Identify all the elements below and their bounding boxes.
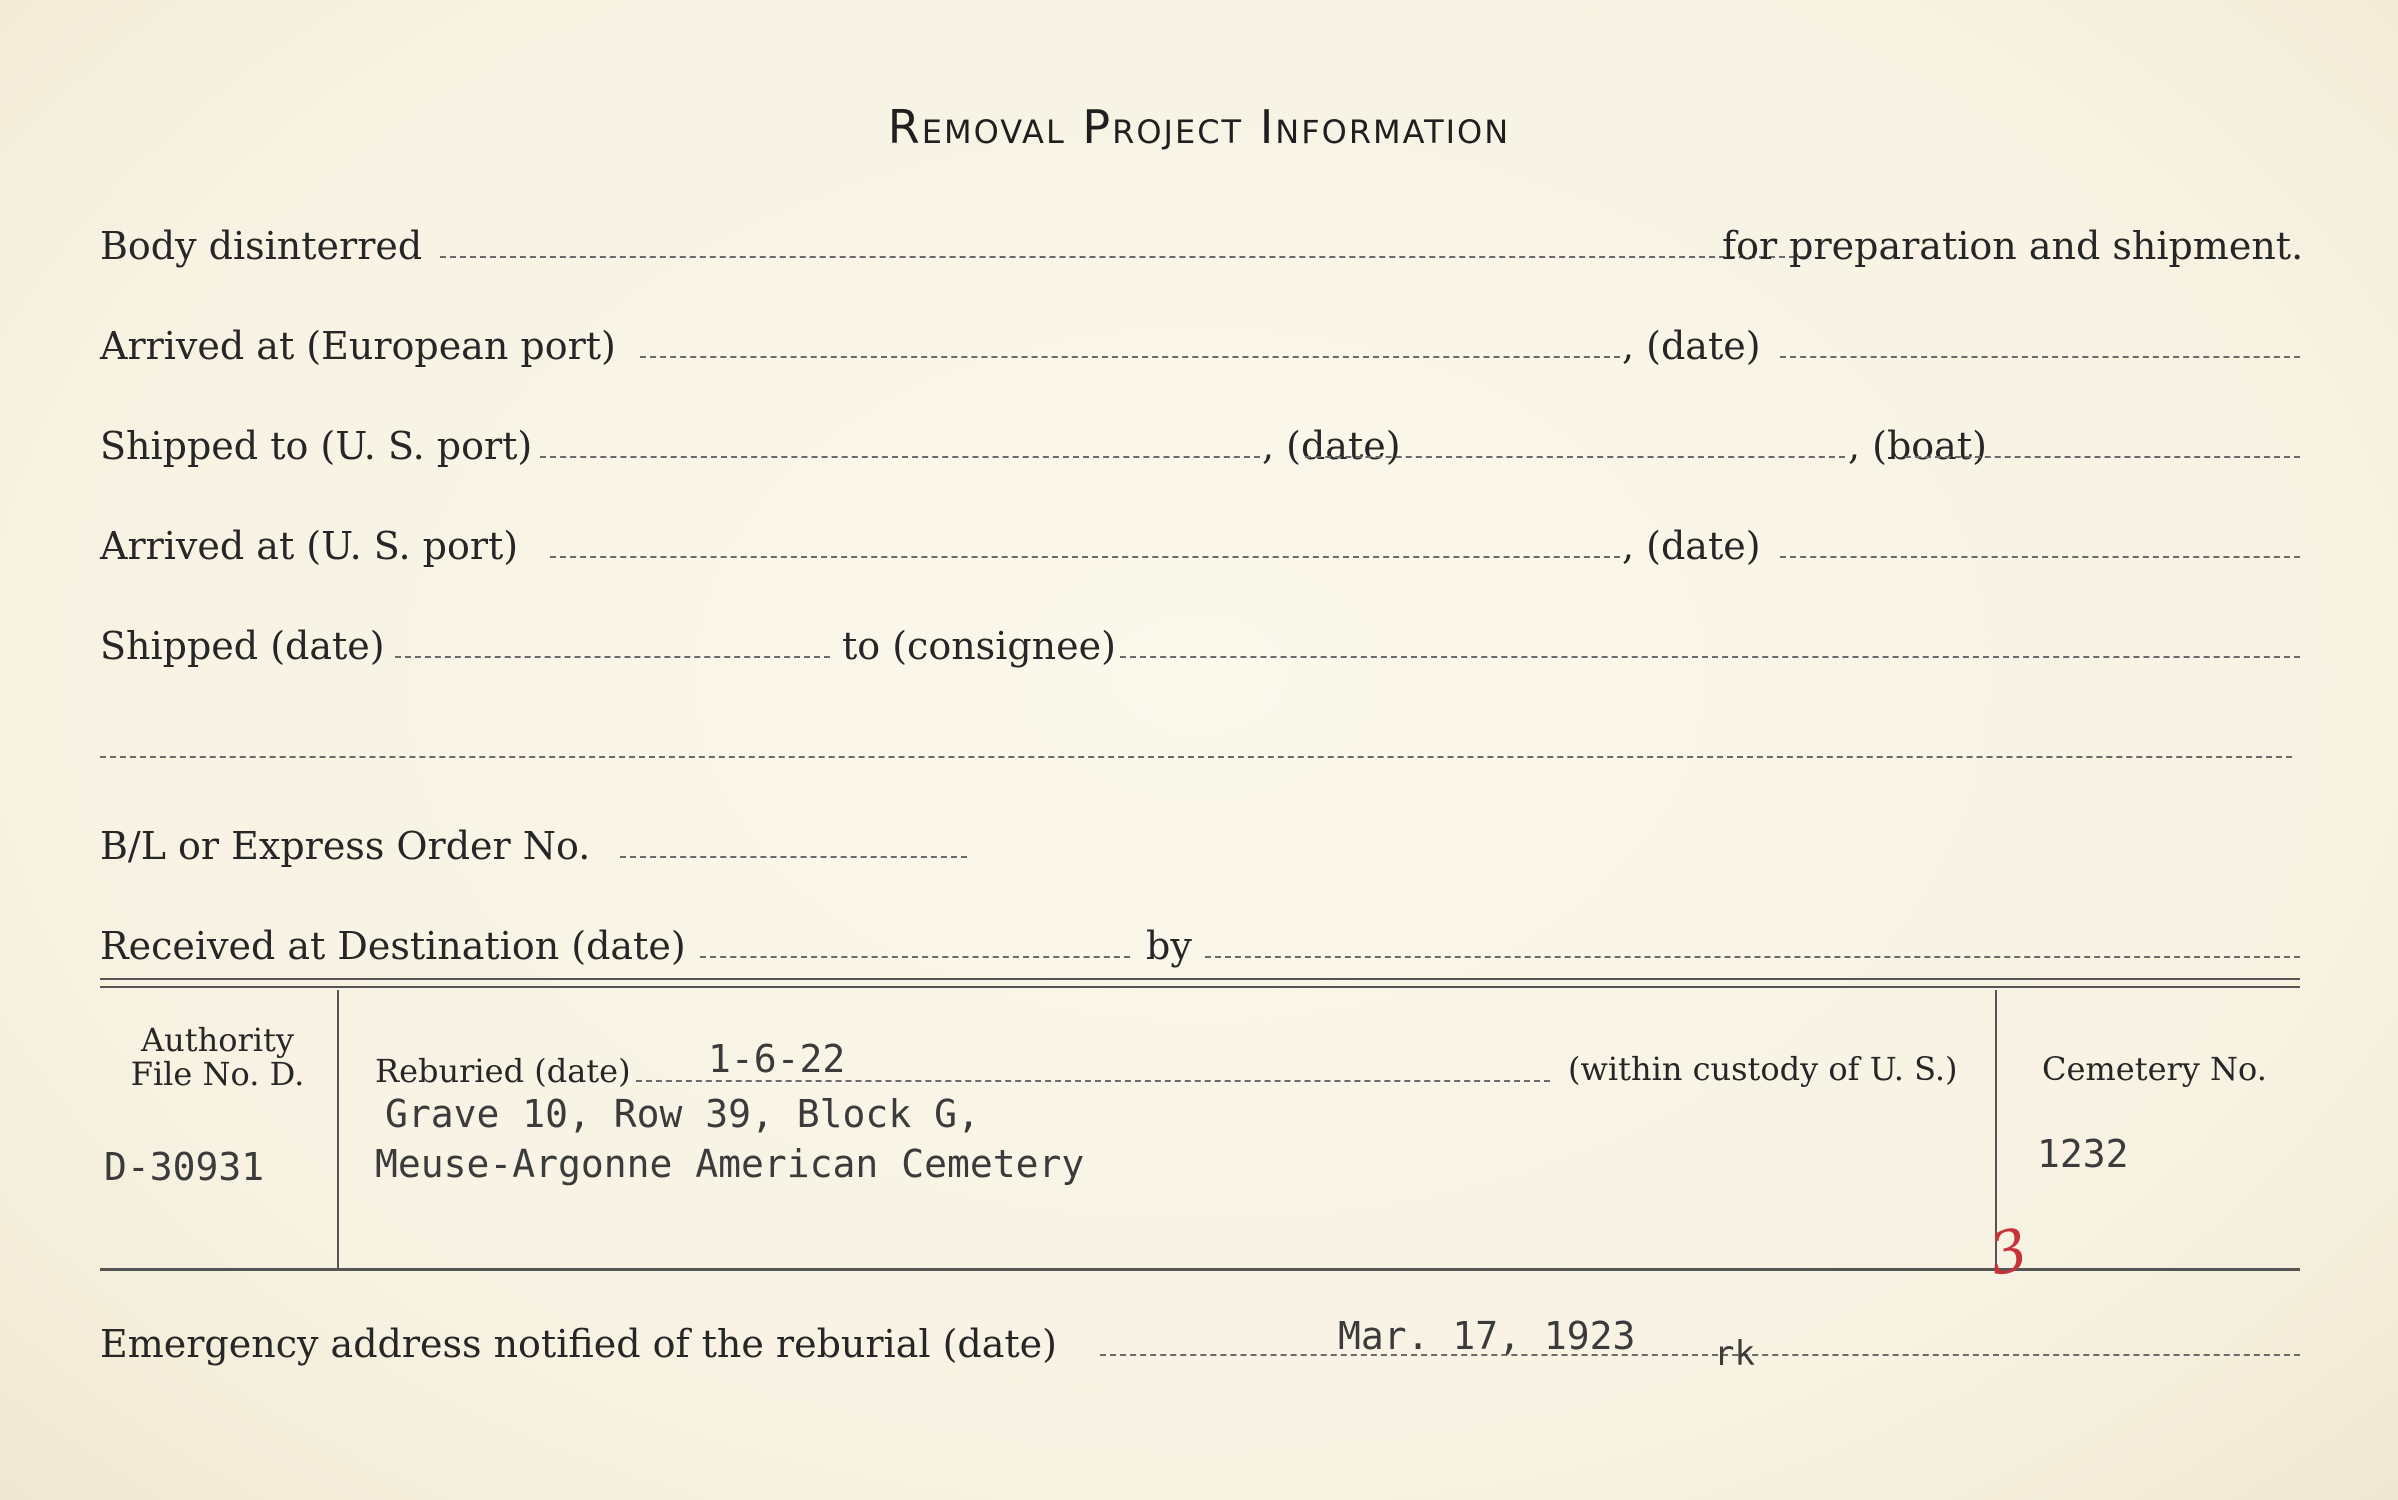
emergency-date-line [1100,1354,2300,1356]
shipped-date-line [1305,456,1845,458]
received-destination-label: Received at Destination (date) [100,924,686,968]
consignee-label: to (consignee) [842,624,1116,668]
body-disinterred-label: Body disinterred [100,224,423,268]
arrived-us-date-line [1780,556,2300,558]
emergency-initials: rk [1714,1334,1755,1374]
location-line-2: Meuse-Argonne American Cemetery [375,1142,1085,1186]
row-body-disinterred [100,216,2304,276]
file-no-value: D-30931 [104,1145,265,1189]
received-date-line [700,956,1130,958]
european-date-line [1780,356,2300,358]
shipped-us-port-label: Shipped to (U. S. port) [100,424,533,468]
emergency-address-label: Emergency address notified of the reburial (date) [100,1322,1057,1366]
box-bottom-rule [100,1268,2300,1271]
european-port-line [640,356,1620,358]
arrived-us-port-label: Arrived at (U. S. port) [100,524,519,568]
box-divider-left [337,990,339,1268]
boat-line [1905,456,2300,458]
authority-label: Authority [141,1021,294,1059]
box-top-rule [100,978,2300,980]
custody-label: (within custody of U. S.) [1568,1050,1958,1088]
red-handwritten-mark: 3 [1983,1214,2034,1290]
shipped-date-only-label: Shipped (date) [100,624,385,668]
location-line-1: Grave 10, Row 39, Block G, [385,1092,980,1136]
cemetery-no-value: 1232 [2037,1132,2129,1176]
consignee-line [1120,656,2300,658]
boat-label: , (boat) [1848,424,1987,468]
arrived-us-port-line [550,556,1620,558]
european-date-label: , (date) [1622,324,1761,368]
arrived-us-date-label: , (date) [1622,524,1761,568]
row-arrived-us-port [100,516,2300,576]
preparation-shipment-label: for preparation and shipment. [1722,224,2304,268]
row-arrived-european-port [100,316,2300,376]
emergency-date-value: Mar. 17, 1923 [1338,1314,1636,1358]
row-bl-express [100,816,2300,876]
bl-express-line [620,856,967,858]
reburied-label: Reburied (date) [375,1052,631,1090]
bl-express-label: B/L or Express Order No. [100,824,591,868]
shipped-date-label: , (date) [1262,424,1401,468]
continuation-line [100,756,2292,758]
by-label: by [1146,924,1192,968]
row-received-destination [100,916,2300,976]
shipped-us-port-line [540,456,1260,458]
box-top-rule-second [100,986,2300,988]
row-shipped-consignee [100,616,2300,676]
body-disinterred-line [440,256,1805,258]
row-continuation [100,716,2300,776]
arrived-european-port-label: Arrived at (European port) [100,324,616,368]
row-shipped-us-port [100,416,2300,476]
card-title: Removal Project Information [887,100,1511,154]
received-by-line [1205,956,2300,958]
cemetery-no-label: Cemetery No. [2042,1050,2267,1088]
row-emergency-address [100,1314,2300,1374]
shipped-date-only-line [395,656,830,658]
reburied-value: 1-6-22 [708,1037,846,1081]
file-no-label: File No. D. [130,1055,305,1093]
